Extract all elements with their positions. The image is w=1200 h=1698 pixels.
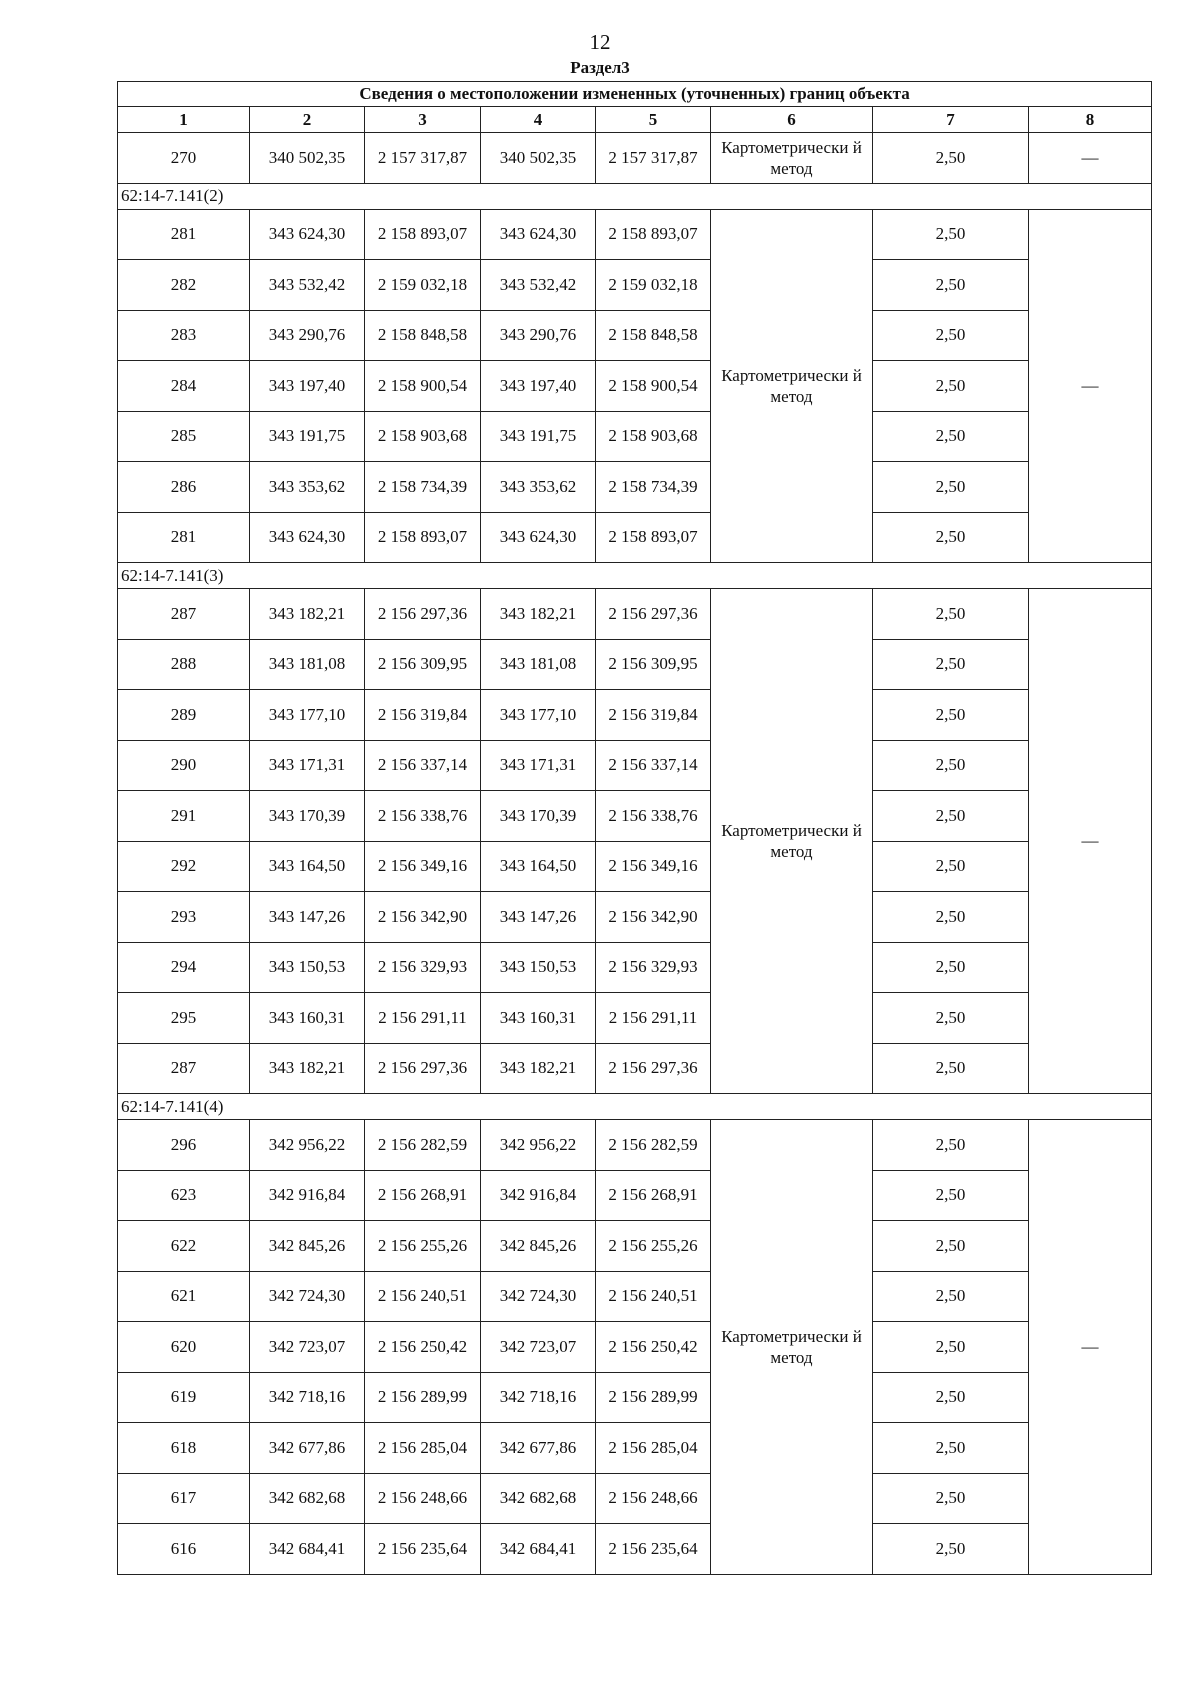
- coord-x-existing: 342 677,86: [250, 1423, 365, 1474]
- coord-y-existing: 2 156 282,59: [365, 1120, 481, 1171]
- coord-y-existing: 2 156 248,66: [365, 1473, 481, 1524]
- accuracy-value: 2,50: [873, 841, 1029, 892]
- accuracy-value: 2,50: [873, 361, 1029, 412]
- table-row: [118, 589, 1152, 640]
- coord-y-existing: 2 158 893,07: [365, 209, 481, 260]
- coord-x-refined: 343 290,76: [481, 310, 596, 361]
- coord-x-existing: 343 191,75: [250, 411, 365, 462]
- coord-x-refined: 342 956,22: [481, 1120, 596, 1171]
- group-header-row: [118, 563, 1152, 589]
- group-label: 62:14-7.141(4): [118, 1094, 1152, 1120]
- coord-x-existing: 343 150,53: [250, 942, 365, 993]
- column-number: 8: [1029, 107, 1152, 133]
- coord-y-refined: 2 156 297,36: [596, 589, 711, 640]
- coord-x-existing: 342 845,26: [250, 1221, 365, 1272]
- coord-y-existing: 2 158 900,54: [365, 361, 481, 412]
- accuracy-value: 2,50: [873, 462, 1029, 513]
- coord-x-refined: 343 177,10: [481, 690, 596, 741]
- coord-x-existing: 343 624,30: [250, 512, 365, 563]
- point-number: 620: [118, 1322, 250, 1373]
- coord-y-refined: 2 156 309,95: [596, 639, 711, 690]
- accuracy-value: 2,50: [873, 1271, 1029, 1322]
- point-number: 281: [118, 512, 250, 563]
- point-number: 623: [118, 1170, 250, 1221]
- coord-y-existing: 2 158 734,39: [365, 462, 481, 513]
- point-number: 293: [118, 892, 250, 943]
- coord-y-existing: 2 156 337,14: [365, 740, 481, 791]
- coord-x-refined: 343 182,21: [481, 1043, 596, 1094]
- column-number: 5: [596, 107, 711, 133]
- coord-y-refined: 2 156 285,04: [596, 1423, 711, 1474]
- table-row: [118, 260, 1152, 311]
- point-number: 616: [118, 1524, 250, 1575]
- method-cell: Картометрически й метод: [711, 1120, 873, 1575]
- coord-x-existing: 343 624,30: [250, 209, 365, 260]
- point-number: 295: [118, 993, 250, 1044]
- table-row: [118, 411, 1152, 462]
- coord-y-refined: 2 156 250,42: [596, 1322, 711, 1373]
- dash-cell: —: [1029, 1120, 1152, 1575]
- coord-x-refined: 340 502,35: [481, 133, 596, 184]
- coord-x-existing: 343 171,31: [250, 740, 365, 791]
- coord-x-refined: 343 197,40: [481, 361, 596, 412]
- coord-x-refined: 343 182,21: [481, 589, 596, 640]
- table-row: [118, 1423, 1152, 1474]
- accuracy-value: 2,50: [873, 791, 1029, 842]
- coord-x-existing: 343 181,08: [250, 639, 365, 690]
- coord-x-existing: 342 916,84: [250, 1170, 365, 1221]
- table-caption: Сведения о местоположении измененных (уточненных) границ объекта: [118, 82, 1152, 107]
- accuracy-value: 2,50: [873, 942, 1029, 993]
- column-numbers-row: [118, 107, 1152, 133]
- coord-x-existing: 343 164,50: [250, 841, 365, 892]
- point-number: 618: [118, 1423, 250, 1474]
- coord-x-refined: 343 160,31: [481, 993, 596, 1044]
- coord-y-refined: 2 156 329,93: [596, 942, 711, 993]
- coord-y-existing: 2 156 289,99: [365, 1372, 481, 1423]
- table-row: [118, 690, 1152, 741]
- dash-cell: —: [1029, 209, 1152, 563]
- table-row: [118, 1170, 1152, 1221]
- table-row: [118, 462, 1152, 513]
- coord-x-existing: 343 177,10: [250, 690, 365, 741]
- coord-x-refined: 343 164,50: [481, 841, 596, 892]
- boundary-coordinates-table: [117, 81, 1152, 1575]
- coord-y-existing: 2 158 893,07: [365, 512, 481, 563]
- coord-x-refined: 343 147,26: [481, 892, 596, 943]
- coord-x-refined: 343 181,08: [481, 639, 596, 690]
- coord-y-refined: 2 158 893,07: [596, 512, 711, 563]
- accuracy-value: 2,50: [873, 740, 1029, 791]
- coord-x-existing: 343 532,42: [250, 260, 365, 311]
- coord-y-existing: 2 156 319,84: [365, 690, 481, 741]
- accuracy-value: 2,50: [873, 993, 1029, 1044]
- coord-x-refined: 343 624,30: [481, 512, 596, 563]
- coord-x-refined: 342 677,86: [481, 1423, 596, 1474]
- table-row: [118, 791, 1152, 842]
- coord-y-refined: 2 156 342,90: [596, 892, 711, 943]
- coord-y-existing: 2 156 250,42: [365, 1322, 481, 1373]
- table-row: [118, 892, 1152, 943]
- accuracy-value: 2,50: [873, 512, 1029, 563]
- coord-y-existing: 2 158 903,68: [365, 411, 481, 462]
- coord-x-refined: 342 724,30: [481, 1271, 596, 1322]
- column-number: 4: [481, 107, 596, 133]
- column-number: 1: [118, 107, 250, 133]
- column-number: 3: [365, 107, 481, 133]
- dash-cell: —: [1029, 589, 1152, 1094]
- coord-x-refined: 343 150,53: [481, 942, 596, 993]
- coord-x-refined: 342 718,16: [481, 1372, 596, 1423]
- coord-y-refined: 2 156 297,36: [596, 1043, 711, 1094]
- coord-y-existing: 2 156 240,51: [365, 1271, 481, 1322]
- coord-x-existing: 342 682,68: [250, 1473, 365, 1524]
- table-row: [118, 1473, 1152, 1524]
- accuracy-value: 2,50: [873, 1473, 1029, 1524]
- point-number: 621: [118, 1271, 250, 1322]
- coord-x-existing: 342 724,30: [250, 1271, 365, 1322]
- coord-x-refined: 342 684,41: [481, 1524, 596, 1575]
- point-number: 281: [118, 209, 250, 260]
- coord-y-refined: 2 156 235,64: [596, 1524, 711, 1575]
- coord-x-existing: 340 502,35: [250, 133, 365, 184]
- method-cell: Картометрически й метод: [711, 209, 873, 563]
- coord-y-refined: 2 156 349,16: [596, 841, 711, 892]
- coord-y-existing: 2 156 297,36: [365, 589, 481, 640]
- coord-y-refined: 2 159 032,18: [596, 260, 711, 311]
- coord-x-existing: 343 147,26: [250, 892, 365, 943]
- point-number: 287: [118, 1043, 250, 1094]
- coord-x-refined: 343 170,39: [481, 791, 596, 842]
- point-number: 287: [118, 589, 250, 640]
- table-row: [118, 1043, 1152, 1094]
- point-number: 286: [118, 462, 250, 513]
- point-number: 617: [118, 1473, 250, 1524]
- table-row: [118, 740, 1152, 791]
- coord-y-existing: 2 156 285,04: [365, 1423, 481, 1474]
- accuracy-value: 2,50: [873, 310, 1029, 361]
- accuracy-value: 2,50: [873, 209, 1029, 260]
- coord-y-existing: 2 156 297,36: [365, 1043, 481, 1094]
- group-header-row: [118, 1094, 1152, 1120]
- coord-y-refined: 2 156 240,51: [596, 1271, 711, 1322]
- coord-y-refined: 2 156 268,91: [596, 1170, 711, 1221]
- coord-y-refined: 2 158 893,07: [596, 209, 711, 260]
- accuracy-value: 2,50: [873, 1423, 1029, 1474]
- coord-x-existing: 343 182,21: [250, 589, 365, 640]
- accuracy-value: 2,50: [873, 1120, 1029, 1171]
- coord-y-refined: 2 156 255,26: [596, 1221, 711, 1272]
- point-number: 284: [118, 361, 250, 412]
- coord-x-existing: 342 718,16: [250, 1372, 365, 1423]
- coord-y-refined: 2 156 282,59: [596, 1120, 711, 1171]
- coord-y-existing: 2 156 309,95: [365, 639, 481, 690]
- table-row: [118, 310, 1152, 361]
- group-label: 62:14-7.141(2): [118, 183, 1152, 209]
- coord-x-refined: 342 916,84: [481, 1170, 596, 1221]
- coord-y-existing: 2 156 255,26: [365, 1221, 481, 1272]
- table-row: [118, 1524, 1152, 1575]
- accuracy-value: 2,50: [873, 1372, 1029, 1423]
- page-number: 12: [589, 30, 611, 54]
- group-header-row: [118, 183, 1152, 209]
- accuracy-value: 2,50: [873, 589, 1029, 640]
- table-row: [118, 1120, 1152, 1171]
- coord-x-existing: 343 170,39: [250, 791, 365, 842]
- accuracy-value: 2,50: [873, 639, 1029, 690]
- point-number: 292: [118, 841, 250, 892]
- coord-y-existing: 2 156 338,76: [365, 791, 481, 842]
- accuracy-value: 2,50: [873, 260, 1029, 311]
- section-title: Раздел3: [570, 58, 630, 77]
- coord-y-refined: 2 156 248,66: [596, 1473, 711, 1524]
- coord-y-existing: 2 156 329,93: [365, 942, 481, 993]
- point-number: 291: [118, 791, 250, 842]
- table-row: [118, 361, 1152, 412]
- accuracy-value: 2,50: [873, 411, 1029, 462]
- accuracy-value: 2,50: [873, 1322, 1029, 1373]
- point-number: 288: [118, 639, 250, 690]
- coord-x-existing: 342 723,07: [250, 1322, 365, 1373]
- coord-y-refined: 2 157 317,87: [596, 133, 711, 184]
- column-number: 6: [711, 107, 873, 133]
- column-number: 7: [873, 107, 1029, 133]
- coord-y-existing: 2 159 032,18: [365, 260, 481, 311]
- coord-y-refined: 2 156 291,11: [596, 993, 711, 1044]
- table-row: [118, 841, 1152, 892]
- accuracy-value: 2,50: [873, 1170, 1029, 1221]
- table-caption-row: [118, 82, 1152, 107]
- table-body: [118, 82, 1152, 1575]
- coord-x-existing: 343 160,31: [250, 993, 365, 1044]
- coord-y-existing: 2 158 848,58: [365, 310, 481, 361]
- coord-y-existing: 2 156 342,90: [365, 892, 481, 943]
- column-number: 2: [250, 107, 365, 133]
- coord-x-refined: 343 532,42: [481, 260, 596, 311]
- coord-x-existing: 343 182,21: [250, 1043, 365, 1094]
- coord-x-refined: 342 682,68: [481, 1473, 596, 1524]
- coord-y-refined: 2 158 903,68: [596, 411, 711, 462]
- accuracy-value: 2,50: [873, 1221, 1029, 1272]
- coord-y-refined: 2 156 338,76: [596, 791, 711, 842]
- table-row: [118, 209, 1152, 260]
- point-number: 290: [118, 740, 250, 791]
- coord-y-existing: 2 156 268,91: [365, 1170, 481, 1221]
- coord-x-existing: 342 956,22: [250, 1120, 365, 1171]
- point-number: 619: [118, 1372, 250, 1423]
- point-number: 294: [118, 942, 250, 993]
- coord-x-refined: 343 353,62: [481, 462, 596, 513]
- point-number: 622: [118, 1221, 250, 1272]
- group-label: 62:14-7.141(3): [118, 563, 1152, 589]
- point-number: 270: [118, 133, 250, 184]
- point-number: 282: [118, 260, 250, 311]
- point-number: 289: [118, 690, 250, 741]
- table-row: [118, 639, 1152, 690]
- coord-y-refined: 2 156 289,99: [596, 1372, 711, 1423]
- dash-cell: —: [1029, 133, 1152, 184]
- method-cell: Картометрически й метод: [711, 589, 873, 1094]
- table-row: [118, 1221, 1152, 1272]
- coord-y-refined: 2 156 319,84: [596, 690, 711, 741]
- table-row: [118, 1271, 1152, 1322]
- coord-x-refined: 343 624,30: [481, 209, 596, 260]
- coord-x-existing: 343 290,76: [250, 310, 365, 361]
- method-cell: Картометрически й метод: [711, 133, 873, 184]
- accuracy-value: 2,50: [873, 1043, 1029, 1094]
- coord-y-refined: 2 158 848,58: [596, 310, 711, 361]
- coord-x-refined: 342 845,26: [481, 1221, 596, 1272]
- point-number: 283: [118, 310, 250, 361]
- coord-x-refined: 343 171,31: [481, 740, 596, 791]
- table-row: [118, 1322, 1152, 1373]
- coord-y-refined: 2 156 337,14: [596, 740, 711, 791]
- coord-y-existing: 2 157 317,87: [365, 133, 481, 184]
- table-row: [118, 1372, 1152, 1423]
- coord-y-existing: 2 156 349,16: [365, 841, 481, 892]
- table-row: [118, 133, 1152, 184]
- coord-y-refined: 2 158 734,39: [596, 462, 711, 513]
- coord-x-existing: 343 197,40: [250, 361, 365, 412]
- point-number: 296: [118, 1120, 250, 1171]
- accuracy-value: 2,50: [873, 133, 1029, 184]
- table-row: [118, 942, 1152, 993]
- coord-x-refined: 343 191,75: [481, 411, 596, 462]
- coord-y-existing: 2 156 291,11: [365, 993, 481, 1044]
- accuracy-value: 2,50: [873, 1524, 1029, 1575]
- table-row: [118, 993, 1152, 1044]
- coord-x-existing: 343 353,62: [250, 462, 365, 513]
- accuracy-value: 2,50: [873, 892, 1029, 943]
- coord-y-existing: 2 156 235,64: [365, 1524, 481, 1575]
- accuracy-value: 2,50: [873, 690, 1029, 741]
- table-row: [118, 512, 1152, 563]
- coord-y-refined: 2 158 900,54: [596, 361, 711, 412]
- point-number: 285: [118, 411, 250, 462]
- coord-x-refined: 342 723,07: [481, 1322, 596, 1373]
- coord-x-existing: 342 684,41: [250, 1524, 365, 1575]
